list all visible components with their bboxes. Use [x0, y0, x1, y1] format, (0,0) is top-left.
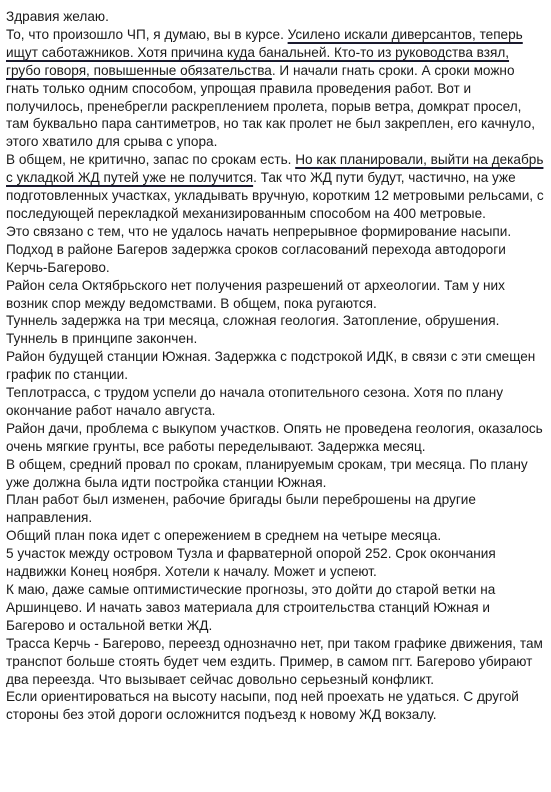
text-run: План работ был изменен, рабочие бригады были переброшены на другие направления. — [6, 492, 476, 526]
paragraph — [6, 223, 546, 241]
text-run: Здравия желаю. — [6, 9, 109, 24]
text-run: К маю, даже самые оптимистические прогнозы, это дойти до старой ветки на Аршинцево. И начать завоз материала для строительства станций Южная и Багерово и остальной ветки ЖД. — [6, 582, 496, 633]
text-run: 5 участок между островом Тузла и фарватерной опорой 252. Срок окончания надвижки Конец ноября. Хотели к началу. Может и успеют. — [6, 546, 496, 580]
paragraph — [6, 312, 546, 348]
text-run: В общем, средний провал по срокам, планируемым срокам, три месяца. По плану уже должна была идти постройка станции Южная. — [6, 456, 528, 490]
text-run: . И начали гнать сроки. А сроки можно гнать только одним способом, упрощая правила проведения работ. Вот и получилось, пренебрегли раскреплением пролета, порыв ветра, домкрат просел, там буквально пара сантиметров, но так как пролет не был закреплен, его качнуло, этого хватило для срыва с упора. — [6, 62, 535, 150]
paragraph — [6, 420, 546, 456]
paragraph — [6, 581, 546, 635]
text-run: Район дачи, проблема с выкупом участков. Опять не проведена геология, оказалось очень мягкие грунты, все работы переделывают. Задержка месяц. — [6, 420, 543, 454]
paragraph — [6, 456, 546, 492]
text-run: То, что произошло ЧП, я думаю, вы в курсе. — [6, 26, 288, 42]
underlined-text: Усилено искали диверсантов, теперь ищут саботажников. Хотя причина куда банальней. Кто-то из руководства взял, грубо говоря, повышенные обязательства — [6, 26, 523, 78]
text-run: Если ориентироваться на высоту насыпи, под ней проехать не удаться. С другой стороны без этой дороги осложнится подъезд к новому ЖД вокзалу. — [6, 689, 519, 723]
paragraph — [6, 241, 546, 277]
underlined-text: Но как планировали, выйти на декабрь с укладкой ЖД путей уже не получится — [6, 152, 544, 186]
text-run: Общий план пока идет с опережением в среднем на четыре месяца. — [6, 528, 442, 544]
text-run: . Так что ЖД пути будут, частично, на уже подготовленных участках, укладывать вручную, коротким 12 метровыми рельсами, с последующей перекладкой механизированным способом на 400 метровые. — [6, 170, 544, 221]
paragraph — [6, 26, 546, 151]
text-run: Район будущей станции Южная. Задержка с подстрокой ИДК, в связи с эти смещен график по станции. — [6, 349, 536, 383]
paragraph — [6, 688, 546, 724]
text-run: В общем, не критично, запас по срокам есть. — [6, 152, 296, 168]
paragraph — [6, 151, 546, 223]
paragraph — [6, 527, 546, 545]
paragraph — [6, 384, 546, 420]
paragraph — [6, 491, 546, 527]
text-run: Район села Октябрьского нет получения разрешений от археологии. Там у них возник спор между ведомствами. В общем, пока ругаются. — [6, 277, 505, 311]
document-body — [6, 0, 546, 724]
paragraph — [6, 8, 546, 26]
text-run: Подход в районе Багеров задержка сроков согласований перехода автодороги Керчь-Багерово. — [6, 241, 506, 275]
text-run: Туннель задержка на три месяца, сложная геология. Затопление, обрушения. Туннель в принципе закончен. — [6, 313, 500, 347]
paragraph — [6, 277, 546, 313]
paragraph — [6, 348, 546, 384]
paragraph — [6, 545, 546, 581]
text-run: Это связано с тем, что не удалось начать непрерывное формирование насыпи. — [6, 223, 512, 239]
text-run: Трасса Керчь - Багерово, переезд однозначно нет, при таком графике движения, там транспот больше стоять будет чем ездить. Пример, в самом пгт. Багерово убирают два переезда. Что вызывает сейчас довольно серьезный конфликт. — [6, 635, 543, 687]
text-run: Теплотрасса, с трудом успели до начала отопительного сезона. Хотя по плану окончание работ начало августа. — [6, 385, 504, 418]
paragraph — [6, 635, 546, 689]
